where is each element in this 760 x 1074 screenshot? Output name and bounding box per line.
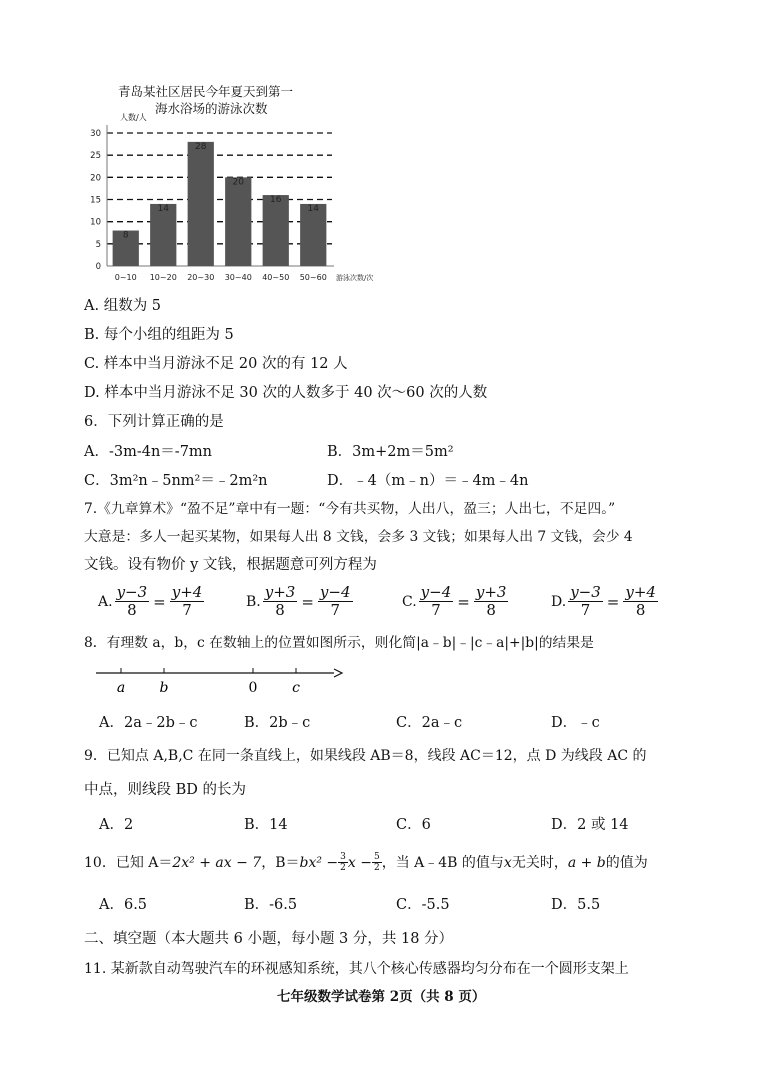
page-footer: 七年级数学试卷第 2页（共 8 页） [277,989,486,1005]
x-tick-label: 20~30 [187,273,215,282]
q8-option-d: D．﹣c [551,715,600,731]
number-line-label-c: c [292,680,300,696]
bar-data-label: 8 [122,230,129,241]
bar [225,177,251,266]
y-tick-label: 10 [90,217,101,228]
q9-line1: 9．已知点 A,B,C 在同一条直线上，如果线段 AB＝8，线段 AC＝12，点 D 为线段 AC 的 [84,748,647,764]
q7-option-c: C. $\frac{y-4}{7}$ = $\frac{y+3}{8}$ [402,583,507,619]
q9-line2: 中点，则线段 BD 的长为 [84,782,246,798]
q6-option-d: D．﹣4（m﹣n）＝﹣4m﹣4n [327,473,529,489]
q6-option-b: B．3m+2m＝5m² [327,444,454,460]
bar-data-label: 14 [307,203,319,214]
q7-line3: 文钱。设有物价 y 文钱，根据题意可列方程为 [84,557,377,573]
q8-stem: 8．有理数 a，b，c 在数轴上的位置如图所示，则化简|a﹣b|﹣|c﹣a|+|b|的结果是 [84,635,594,651]
chart-ylabel: 人数/人 [120,113,147,122]
x-tick-label: 30~40 [224,273,252,282]
q10-stem: 10．已知 A＝ 2x² + ax − 7 ，B＝ bx² − $\frac{3}{2}$ x − $\frac{5}{2}$ ，当 A﹣4B 的值与 x 无关时， a + b 的值为 [84,852,648,873]
x-tick-label: 50~60 [299,273,327,282]
q6-stem: 6．下列计算正确的是 [84,414,224,430]
q7-line2: 大意是：多人一起买某物，如果每人出 8 文钱，会多 3 文钱；如果每人出 7 文钱，会少 4 [84,529,633,545]
y-tick-label: 25 [90,151,101,162]
bar [263,195,289,266]
q10-option-d: D．5.5 [551,897,601,913]
x-tick-label: 40~50 [262,273,290,282]
q7-line1: 7.《九章算术》“盈不足”章中有一题：“今有共买物，人出八，盈三；人出七，不足四。” [84,501,616,517]
bar-data-label: 28 [195,141,207,152]
section-2-heading: 二、填空题（本大题共 6 小题，每小题 3 分，共 18 分） [84,931,454,947]
q5-option-b: B. 每个小组的组距为 5 [84,327,234,343]
q9-option-d: D．2 或 14 [551,817,629,833]
chart-title-line1: 青岛某社区居民今年夏天到第一 [118,84,294,99]
q7-option-b: B. $\frac{y+3}{8}$ = $\frac{y-4}{7}$ [246,583,351,619]
y-tick-label: 20 [90,173,101,184]
y-tick-label: 0 [95,262,101,272]
q7-option-d: D. $\frac{y-3}{7}$ = $\frac{y+4}{8}$ [551,583,656,619]
y-tick-label: 15 [90,195,101,206]
q5-option-a: A. 组数为 5 [84,298,162,314]
y-tick-label: 5 [95,239,101,250]
number-line-label-b: b [159,680,169,696]
q10-option-c: C．-5.5 [396,897,450,913]
q7-option-a: A. $\frac{y-3}{8}$ = $\frac{y+4}{7}$ [98,583,203,619]
q6-option-c: C．3m²n﹣5nm²＝﹣2m²n [84,473,268,489]
x-tick-label: 0~10 [114,273,137,282]
number-line [90,662,350,698]
chart-title-line2: 海水浴场的游泳次数 [155,101,268,116]
q9-option-a: A．2 [99,817,134,833]
number-line-label-0: 0 [248,680,258,696]
bar-chart [80,115,400,295]
q8-option-b: B．2b﹣c [244,715,311,731]
bar [188,142,214,266]
q10-option-a: A．6.5 [99,897,148,913]
q9-option-b: B．14 [244,817,288,833]
y-tick-label: 30 [90,129,101,139]
q8-option-c: C．2a﹣c [396,715,463,731]
bar-data-label: 14 [157,203,169,214]
x-axis-label: 游泳次数/次 [336,274,374,282]
q10-option-b: B．-6.5 [244,897,298,913]
number-line-label-a: a [116,680,126,696]
q9-option-c: C．6 [396,817,431,833]
q11-stem: 11. 某新款自动驾驶汽车的环视感知系统，其八个核心传感器均匀分布在一个圆形支架上 [84,961,629,977]
x-tick-label: 10~20 [149,273,177,282]
q6-option-a: A．-3m-4n＝-7mn [84,444,213,460]
bar-data-label: 20 [232,177,244,188]
q5-option-d: D. 样本中当月游泳不足 30 次的人数多于 40 次～60 次的人数 [84,385,488,401]
q5-option-c: C. 样本中当月游泳不足 20 次的有 12 人 [84,356,348,372]
q8-option-a: A．2a﹣2b﹣c [99,715,198,731]
bar-data-label: 16 [270,195,282,206]
